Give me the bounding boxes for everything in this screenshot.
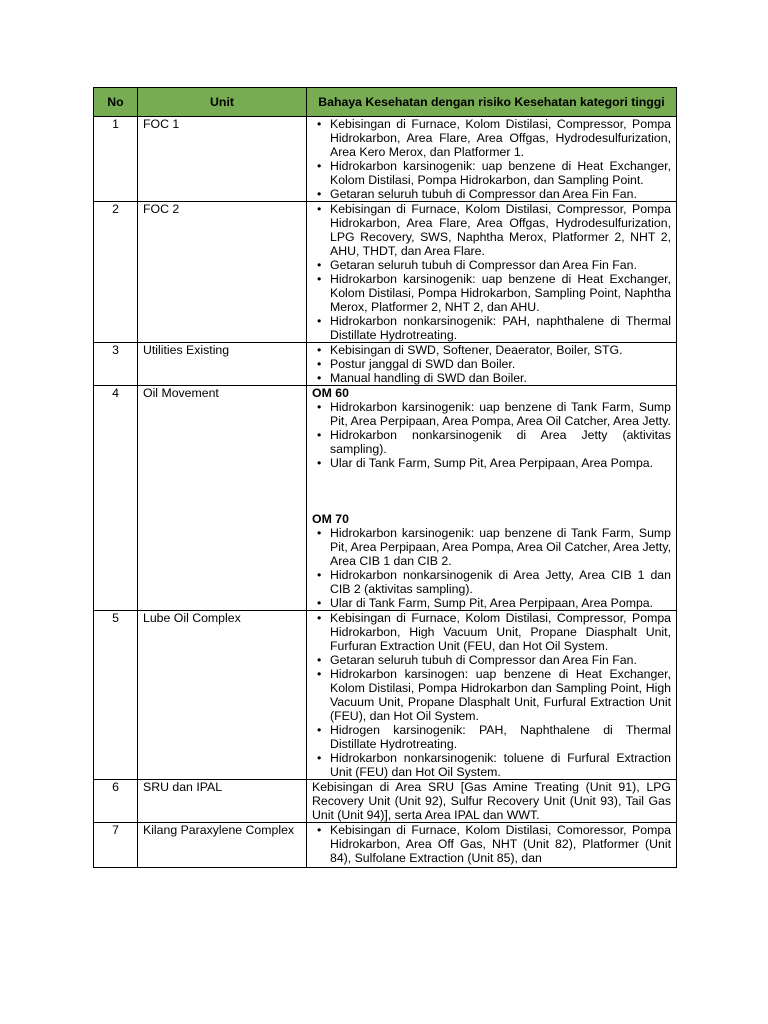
unit-name: Oil Movement [138,386,307,611]
table-row [94,202,677,343]
unit-name: Kilang Paraxylene Complex [138,823,307,868]
hazard-cell [307,202,677,343]
hazard-item: • Getaran seluruh tubuh di Compressor dan Area Fin Fan. [330,258,671,272]
hazard-item: • Hidrokarbon nonkarsinogenik di Area Jetty, Area CIB 1 dan CIB 2 (aktivitas sampling). [330,568,671,596]
hazard-item: • Kebisingan di SWD, Softener, Deaerator, Boiler, STG. [330,343,671,357]
hazard-item: • Getaran seluruh tubuh di Compressor dan Area Fin Fan. [330,187,671,201]
hazard-list [312,823,671,865]
row-number: 1 [94,117,138,202]
hazard-item: • Manual handling di SWD dan Boiler. [330,371,671,385]
unit-name: Lube Oil Complex [138,611,307,780]
table-row [94,343,677,386]
hazard-list [312,611,671,779]
hazard-item: • Hidrokarbon karsinogenik: uap benzene di Heat Exchanger, Kolom Distilasi, Pompa Hidrokarbon, dan Sampling Point. [330,159,671,187]
hazard-item: • Hidrokarbon karsinogen: uap benzene di Heat Exchanger, Kolom Distilasi, Pompa Hidrokarbon dan Sampling Point, High Vacuum Unit, Propane Dlasphalt Unit, Furfural Extraction Unit (FEU), dan Hot Oil System. [330,667,671,723]
section-heading-om60: OM 60 [312,386,349,400]
table-row [94,611,677,780]
header-hazard: Bahaya Kesehatan dengan risiko Kesehatan kategori tinggi [307,88,677,117]
unit-name: FOC 1 [138,117,307,202]
hazard-list [312,526,671,610]
header-unit: Unit [138,88,307,117]
hazard-item: • Getaran seluruh tubuh di Compressor dan Area Fin Fan. [330,653,671,667]
hazard-table [93,87,677,868]
hazard-item: • Hidrokarbon karsinogenik: uap benzene di Tank Farm, Sump Pit, Area Perpipaan, Area Pompa, Area Oil Catcher, Area Jetty. [330,400,671,428]
hazard-item: • Ular di Tank Farm, Sump Pit, Area Perpipaan, Area Pompa. [330,456,671,470]
hazard-item: • Kebisingan di Furnace, Kolom Distilasi, Compressor, Pompa Hidrokarbon, Area Flare, Area Offgas, Hydrodesulfurization, LPG Recovery, SWS, Naphtha Merox, Platformer 2, NHT 2, AHU, THDT, dan Area Flare. [330,202,671,258]
row-number: 2 [94,202,138,343]
hazard-item: • Hidrokarbon nonkarsinogenik: toluene di Furfural Extraction Unit (FEU) dan Hot Oil System. [330,751,671,779]
hazard-item: • Kebisingan di Furnace, Kolom Distilasi, Compressor, Pompa Hidrokarbon, Area Flare, Area Offgas, Hydrodesulfurization, Area Kero Merox, dan Platformer 1. [330,117,671,159]
unit-name: Utilities Existing [138,343,307,386]
table-header-row [94,88,677,117]
hazard-cell [307,823,677,868]
hazard-cell [307,117,677,202]
section-heading-om70: OM 70 [312,512,349,526]
hazard-cell [307,343,677,386]
row-number: 3 [94,343,138,386]
hazard-item: • Ular di Tank Farm, Sump Pit, Area Perpipaan, Area Pompa. [330,596,671,610]
unit-name: FOC 2 [138,202,307,343]
hazard-list [312,202,671,342]
hazard-list [312,343,671,385]
row-number: 5 [94,611,138,780]
row-number: 4 [94,386,138,611]
hazard-item: • Hidrokarbon karsinogenik: uap benzene di Heat Exchanger, Kolom Distilasi, Pompa Hidrokarbon, Sampling Point, Naphtha Merox, Platformer 2, NHT 2, dan AHU. [330,272,671,314]
table-row [94,117,677,202]
row-number: 7 [94,823,138,868]
hazard-item: • Postur janggal di SWD dan Boiler. [330,357,671,371]
row-number: 6 [94,780,138,823]
section-spacer [312,470,671,512]
hazard-cell [307,611,677,780]
hazard-item: • Kebisingan di Furnace, Kolom Distilasi, Comoressor, Pompa Hidrokarbon, Area Off Gas, NHT (Unit 82), Platformer (Unit 84), Sulfolane Extraction (Unit 85), dan [330,823,671,865]
hazard-text: Kebisingan di Area SRU [Gas Amine Treating (Unit 91), LPG Recovery Unit (Unit 92), Sulfur Recovery Unit (Unit 93), Tail Gas Unit (Unit 94)], serta Area IPAL dan WWT. [312,780,671,822]
table-row [94,386,677,611]
header-no: No [94,88,138,117]
hazard-cell [307,386,677,611]
hazard-list [312,400,671,470]
hazard-list [312,117,671,201]
hazard-item: • Hidrokarbon nonkarsinogenik di Area Jetty (aktivitas sampling). [330,428,671,456]
hazard-cell [307,780,677,823]
table-row [94,823,677,868]
table-row [94,780,677,823]
hazard-item: • Kebisingan di Furnace, Kolom Distilasi, Compressor, Pompa Hidrokarbon, High Vacuum Unit, Propane Diasphalt Unit, Furfuran Extraction Unit (FEU, dan Hot Oil System. [330,611,671,653]
hazard-item: • Hidrogen karsinogenik: PAH, Naphthalene di Thermal Distillate Hydrotreating. [330,723,671,751]
hazard-item: • Hidrokarbon karsinogenik: uap benzene di Tank Farm, Sump Pit, Area Perpipaan, Area Pompa, Area Oil Catcher, Area Jetty, Area CIB 1 dan CIB 2. [330,526,671,568]
hazard-item: • Hidrokarbon nonkarsinogenik: PAH, naphthalene di Thermal Distillate Hydrotreating. [330,314,671,342]
unit-name: SRU dan IPAL [138,780,307,823]
